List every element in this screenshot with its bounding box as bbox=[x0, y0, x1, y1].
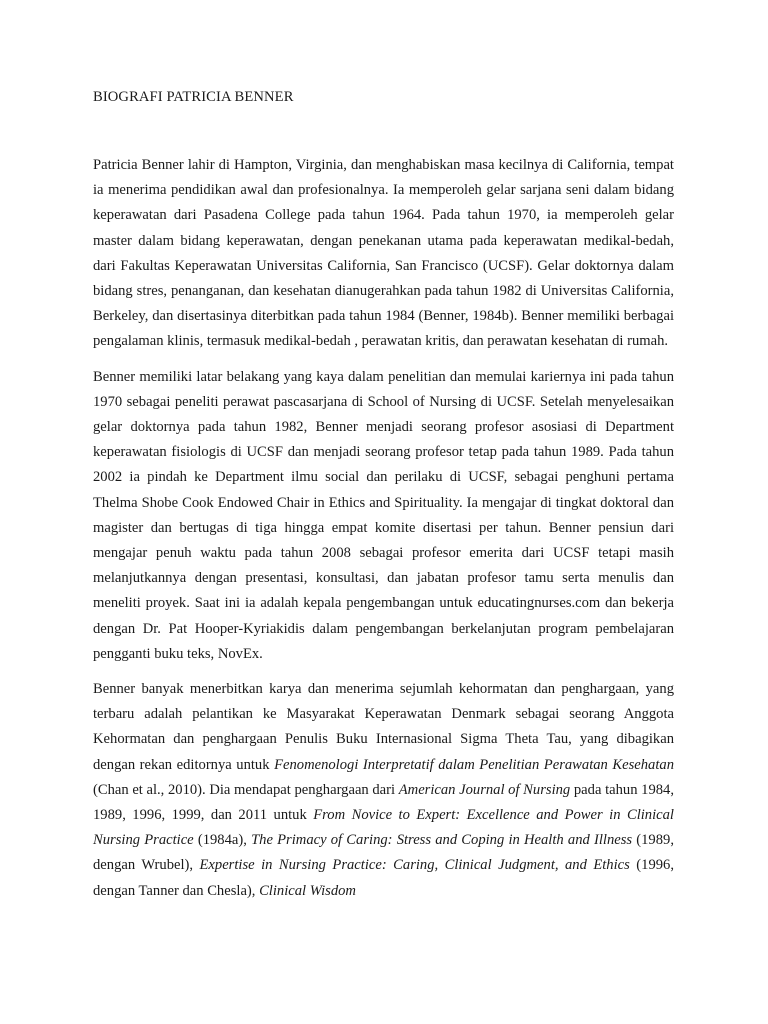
book-title-fenomenologi: Fenomenologi Interpretatif dalam Penelitian Perawatan Kesehatan bbox=[274, 756, 674, 773]
paragraph-text-segment: (1984a), bbox=[193, 832, 252, 849]
paragraph-text-segment: (Chan et al., 2010). Dia mendapat penghargaan dari bbox=[93, 781, 399, 798]
book-title-novice-to-expert: From Novice to Expert: Excellence and Power in Clinical Nursing Practice bbox=[93, 807, 674, 849]
paragraph-text-segment: (1989, dengan Wrubel), bbox=[93, 832, 674, 874]
paragraph-early-life-education: Patricia Benner lahir di Hampton, Virginia, dan menghabiskan masa kecilnya di California, tempat ia menerima pendidikan awal dan profesionalnya. Ia memperoleh gelar sarjana seni dalam bidang keperawatan dari Pasadena College pada tahun 1964. Pada tahun 1970, ia memperoleh gelar master dalam bidang keperawatan, dengan penekanan utama pada keperawatan medikal-bedah, dari Fakultas Keperawatan Universitas California, San Francisco (UCSF). Gelar doktornya dalam bidang stres, penanganan, dan kesehatan dianugerahkan pada tahun 1982 di Universitas California, Berkeley, dan disertasinya diterbitkan pada tahun 1984 (Benner, 1984b). Benner memiliki berbagai pengalaman klinis, termasuk medikal-bedah , perawatan kritis, dan perawatan kesehatan di rumah. bbox=[93, 157, 674, 350]
document-body bbox=[93, 153, 674, 914]
paragraph-publications-awards bbox=[93, 677, 674, 904]
book-title-primacy-of-caring: The Primacy of Caring: Stress and Coping in Health and Illness bbox=[251, 832, 633, 849]
book-title-expertise-in-nursing: Expertise in Nursing Practice: Caring, Clinical Judgment, and Ethics bbox=[199, 857, 630, 874]
book-title-clinical-wisdom: Clinical Wisdom bbox=[259, 882, 356, 899]
paragraph-research-career: Benner memiliki latar belakang yang kaya dalam penelitian dan memulai kariernya ini pada tahun 1970 sebagai peneliti perawat pascasarjana di School of Nursing di UCSF. Setelah menyelesaikan gelar doktornya pada tahun 1982, Benner menjadi seorang profesor asosiasi di Department keperawatan fisiologis di UCSF dan menjadi seorang profesor tetap pada tahun 1989. Pada tahun 2002 ia pindah ke Department ilmu social dan perilaku di UCSF, sebagai penghuni pertama Thelma Shobe Cook Endowed Chair in Ethics and Spirituality. Ia mengajar di tingkat doktoral dan magister dan bertugas di tiga hingga empat komite disertasi per tahun. Benner pensiun dari mengajar penuh waktu pada tahun 2008 sebagai profesor emerita dari UCSF tetapi masih melanjutkannya dengan presentasi, konsultasi, dan jabatan profesor tamu serta menulis dan meneliti proyek. Saat ini ia adalah kepala pengembangan untuk educatingnurses.com dan bekerja dengan Dr. Pat Hooper-Kyriakidis dalam pengembangan berkelanjutan program pembelajaran pengganti buku teks, NovEx. bbox=[93, 368, 674, 662]
paragraph-text-segment: (1996, dengan Tanner dan Chesla), bbox=[93, 857, 674, 899]
paragraph-text-segment: pada tahun 1984, 1989, 1996, 1999, dan 2011 untuk bbox=[93, 781, 674, 824]
paragraph-text-segment: Benner banyak menerbitkan karya dan menerima sejumlah kehormatan dan penghargaan, yang terbaru adalah pelantikan ke Masyarakat Keperawatan Denmark sebagai seorang Anggota Kehormatan dan penghargaan Penulis Buku Internasional Sigma Theta Tau, yang dibagikan dengan rekan editornya untuk bbox=[93, 681, 674, 773]
document-title: BIOGRAFI PATRICIA BENNER bbox=[93, 89, 294, 105]
journal-title-ajn: American Journal of Nursing bbox=[398, 781, 571, 798]
